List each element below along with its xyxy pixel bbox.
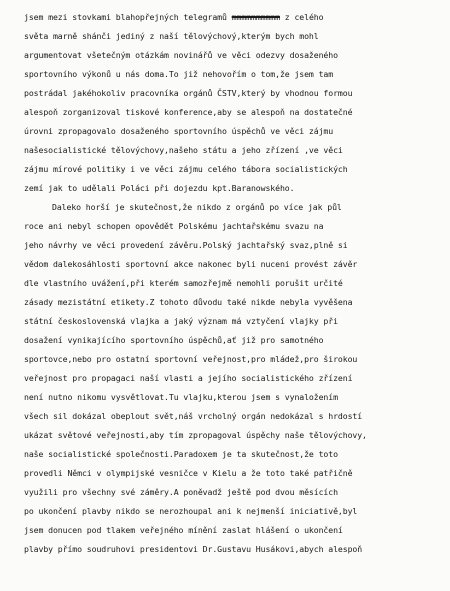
text-line: není nutno nikomu vysvětlovat.Tu vlajku,kterou jsem s vynaložením: [24, 392, 338, 402]
text-line: vědom dalekosáhlosti sportovní akce nakonec byli nuceni provést závěr: [24, 259, 358, 269]
text-line: světa marně shánči jediný z naší tělovýchový,kterým bych mohl: [24, 31, 319, 41]
text-line: státní československá vlajka a jaký význam má vztyčení vlajky při: [24, 316, 338, 326]
text-line: sportovce,nebo pro ostatní sportovní veřejnost,pro mládež,pro širokou: [24, 354, 358, 364]
text-line: veřejnost pro propagaci naší vlasti a jejího socialistického zřízení: [24, 373, 353, 383]
text-line: alespoň zorganizoval tiskové konference,aby se alespoň na dostatečné: [24, 107, 353, 117]
text-line: dosažení vynikajícího sportovního úspěchů,ať již pro samotného: [24, 335, 324, 345]
struck-out-text: mmmmmmmmmm: [231, 12, 280, 22]
paragraph-first-line: Daleko horší je skutečnost,že nikdo z orgánů po více jak půl: [52, 202, 342, 212]
text-line: ukázat světové veřejnosti,aby tím zpropagoval úspěchy naše tělovýchovy,: [24, 430, 367, 440]
text-line: naše socialistické společnosti.Paradoxem je ta skutečnost,že toto: [24, 449, 338, 459]
text-line: využili pro všechny své záměry.A poněvadž ještě pod dvou měsících: [24, 487, 338, 497]
text-line: zásady mezistátní etikety.Z tohoto důvodu také nikde nebyla vyvěšena: [24, 297, 353, 307]
line-text-before-strike: jsem mezi stovkami blahopřejných telegramů: [24, 12, 232, 22]
typewritten-text: [24, 8, 442, 559]
text-line: [24, 8, 442, 27]
text-line: zájmu mírové politiky i ve věci zájmu celého tábora socialistických: [24, 164, 348, 174]
text-line: argumentovat všetečným otázkám novinářů ve věci odezvy dosaženého: [24, 50, 338, 60]
text-line: postrádal jakéhokoliv pracovníka orgánů ČSTV,který by vhodnou formou: [24, 88, 353, 98]
text-line: jeho návrhy ve věci provedení závěru.Polský jachtařský svaz,plně si: [24, 240, 348, 250]
text-line: dle vlastního uvážení,při kterém samozřejmě nemohli porušit určité: [24, 278, 343, 288]
line-text-after-strike: z celého: [279, 12, 324, 22]
text-line: zemí jak to udělali Poláci při dojezdu kpt.Baranowského.: [24, 183, 295, 193]
text-line: provedli Němci v olympijské vesničce v Kielu a že toto také patřičně: [24, 468, 353, 478]
text-line: roce ani nebyl schopen opovědět Polskému jachtařskému svazu na: [24, 221, 324, 231]
text-line: jsem donucen pod tlakem veřejného mínění zaslat hlášení o ukončení: [24, 525, 343, 535]
text-line: úrovni zpropagovalo dosaženého sportovního úspěchů ve věci zájmu: [24, 126, 334, 136]
text-line: po ukončení plavby nikdo se nerozhoupal ani k nejmenší iniciativě,byl: [24, 506, 358, 516]
text-line: všech sil dokázal obeplout svět,náš vrcholný orgán nedokázal s hrdostí: [24, 411, 363, 421]
text-line: plavby přímo soudruhovi presidentovi Dr.Gustavu Husákovi,abych alespoň: [24, 544, 363, 554]
text-line: našesocialistické tělovýchovy,našeho státu a jeho zřízení ,ve věci: [24, 145, 343, 155]
text-line: sportovního výkonů u nás doma.To již nehovořím o tom,že jsem tam: [24, 69, 334, 79]
